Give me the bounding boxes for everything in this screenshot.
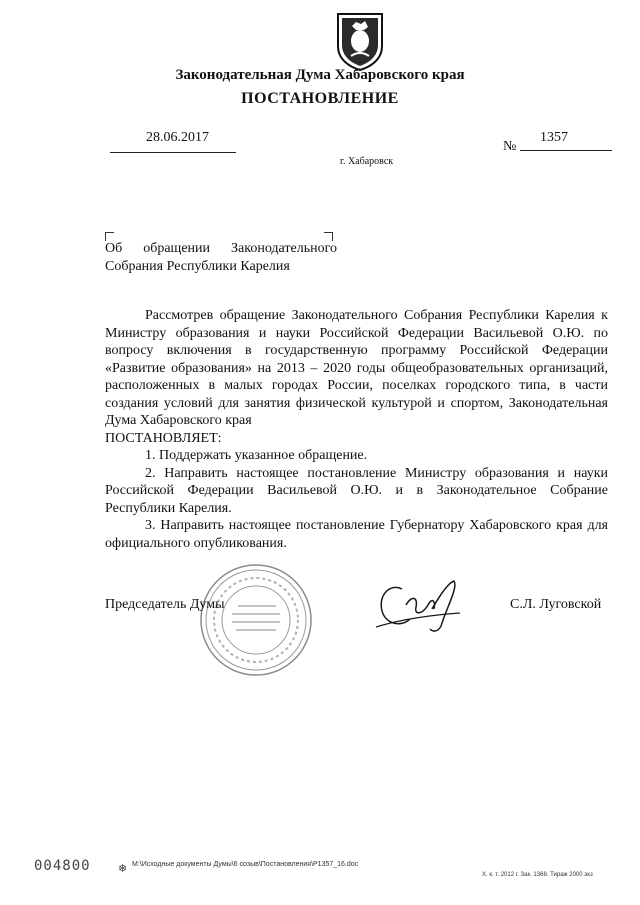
resolves-heading: ПОСТАНОВЛЯЕТ: — [105, 430, 222, 446]
resolution-item: 3. Направить настоящее постановление Губернатору Хабаровского края для официального опубликования. — [105, 518, 608, 551]
file-path: M:\Исходные документы Думы\6 созыв\Постановления\P1357_16.doc — [132, 861, 359, 868]
resolution-item: 2. Направить настоящее постановление Министру образования и науки Российской Федерации Васильевой О.Ю. и в Законодательное Собрание Республики Карелия. — [105, 465, 608, 516]
document-number: 1357 — [540, 130, 568, 145]
official-seal-icon — [198, 562, 314, 678]
number-label: № — [503, 139, 517, 154]
organization-name: Законодательная Дума Хабаровского края — [175, 67, 465, 83]
coat-of-arms-icon — [334, 10, 386, 72]
subject-line-1 — [105, 240, 337, 258]
subject-block — [105, 240, 337, 276]
signature-icon — [372, 575, 464, 637]
subject-word: Законодательного — [231, 241, 337, 256]
document-type-title: ПОСТАНОВЛЕНИЕ — [241, 90, 399, 107]
city-name: г. Хабаровск — [340, 156, 394, 167]
intro-paragraph: Рассмотрев обращение Законодательного Собрания Республики Карелия к Министру образования и науки Российской Федерации Васильевой О.Ю. по вопросу включения в государственную программу Российской Федерации «Развитие образования» на 2013 – 2020 годы общеобразовательных организаций, расположенных в малых городах России, поселках городского типа, в части создания условий для занятия физической культурой и спортом, Законодательная Дума Хабаровского края — [105, 308, 608, 428]
signer-name: С.Л. Луговской — [510, 597, 602, 612]
subject-line-2: Собрания Республики Карелия — [105, 259, 290, 274]
subject-word: Об — [105, 241, 123, 256]
print-info: Х. к. т. 2012 г. Зак. 1368. Тираж 2000 экз — [482, 872, 593, 878]
date-underline — [110, 152, 236, 153]
number-underline — [520, 150, 612, 151]
document-body — [105, 307, 608, 552]
snowflake-icon: ❄ — [118, 863, 128, 875]
serial-number: 004800 — [34, 858, 91, 874]
subject-word: обращении — [143, 241, 211, 256]
resolution-item: 1. Поддержать указанное обращение. — [145, 448, 368, 463]
chairman-position: Председатель Думы — [105, 597, 225, 612]
document-date: 28.06.2017 — [146, 130, 209, 145]
